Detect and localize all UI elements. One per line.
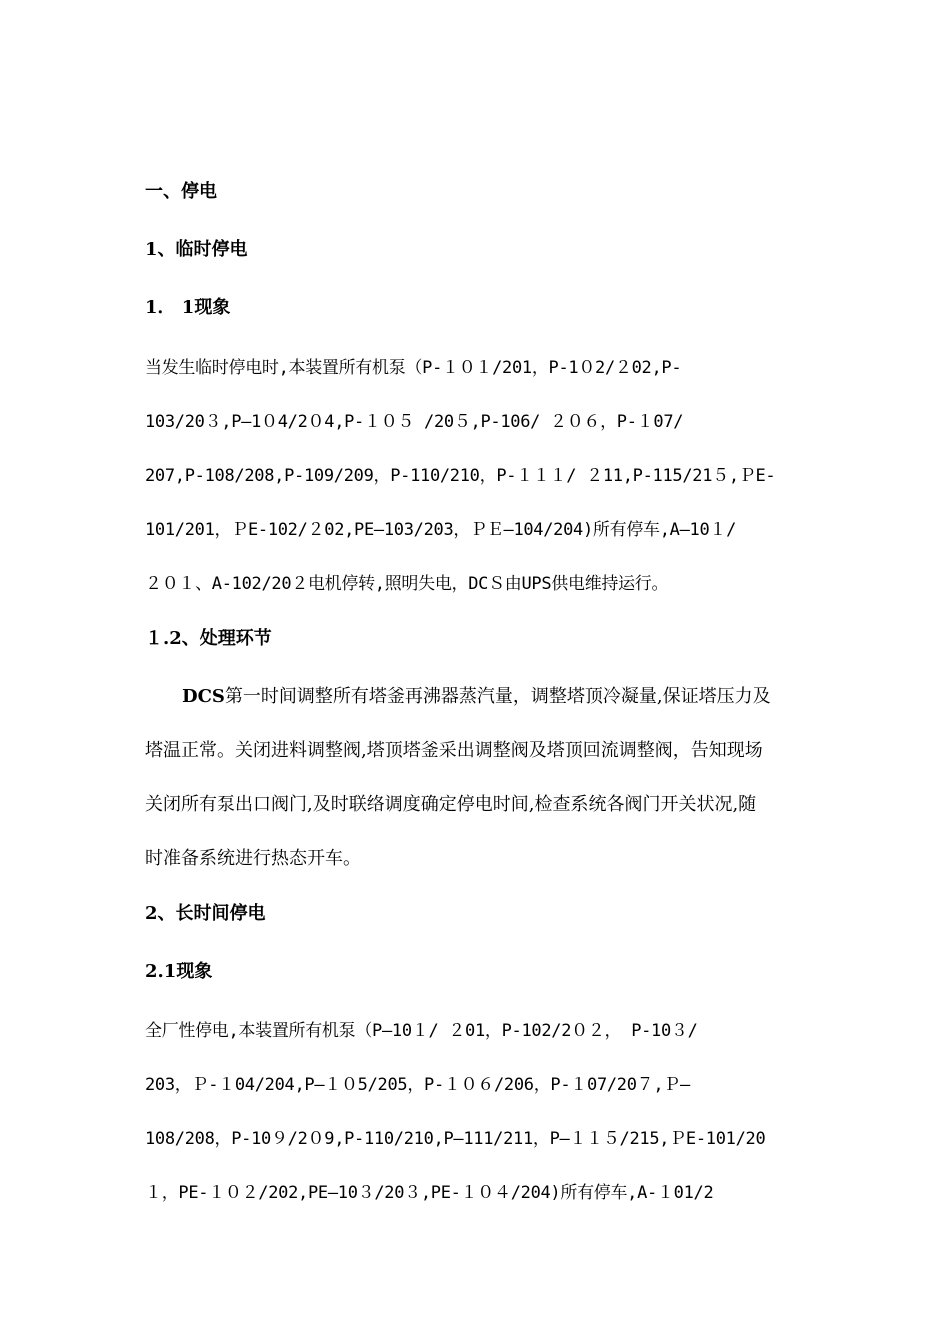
subsection-1-heading: 1、临时停电	[145, 239, 248, 260]
paragraph-line: ２０１、A-102/20２电机停转,照明失电，DCＳ由UPS供电维持运行。	[145, 574, 669, 594]
paragraph-line: 全厂性停电,本装置所有机泵（P—10１/ ２01，P-102/2０２， P-10３/	[145, 1021, 698, 1041]
paragraph-first-line	[182, 685, 771, 709]
paragraph-line: 当发生临时停电时,本装置所有机泵（P-１０１/201，P-1０2/２02,P-	[145, 358, 682, 378]
paragraph-line: 108/208，P-10９/2０9,P-110/210,P—111/211，P—１１５/215,ＰE-101/20	[145, 1129, 766, 1149]
paragraph-line: 时准备系统进行热态开车。	[145, 848, 361, 869]
paragraph-line: 207,P-108/208,P-109/209，P-110/210，P-１１１/ ２11,P-115/21５,ＰE-	[145, 466, 776, 486]
subsection-1-2-heading: １.2、处理环节	[145, 628, 272, 649]
paragraph-line-text: 第一时间调整所有塔釜再沸器蒸汽量，调整塔顶冷凝量,保证塔压力及	[224, 686, 771, 707]
subsection-2-heading: 2、长时间停电	[145, 903, 266, 924]
dcs-label: DCS	[182, 686, 225, 707]
paragraph-line: 塔温正常。关闭进料调整阀,塔顶塔釜采出调整阀及塔顶回流调整阀，告知现场	[145, 740, 763, 761]
subsection-2-1-heading: 2.1现象	[145, 961, 213, 982]
paragraph-line: 103/20３,P—1０4/2０4,P-１０５ /20５,P-106/ ２０６，P-１07/	[145, 412, 684, 432]
paragraph-line: 203，Ｐ-１04/204,P—１０5/205，P-１０６/206，P-１07/20７,Ｐ—	[145, 1075, 690, 1095]
section-1-heading: 一、停电	[145, 181, 217, 202]
paragraph-line: １，PE-１０２/202,PE—10３/20３,PE-１０４/204)所有停车,A-１01/2	[145, 1183, 714, 1203]
paragraph-line: 关闭所有泵出口阀门,及时联络调度确定停电时间,检查系统各阀门开关状况,随	[145, 794, 757, 815]
paragraph-line: 101/201，ＰE-102/２02,PE—103/203，ＰＥ—104/204)所有停车,A—10１/	[145, 520, 737, 540]
subsection-1-1-heading: 1． 1现象	[145, 297, 231, 318]
